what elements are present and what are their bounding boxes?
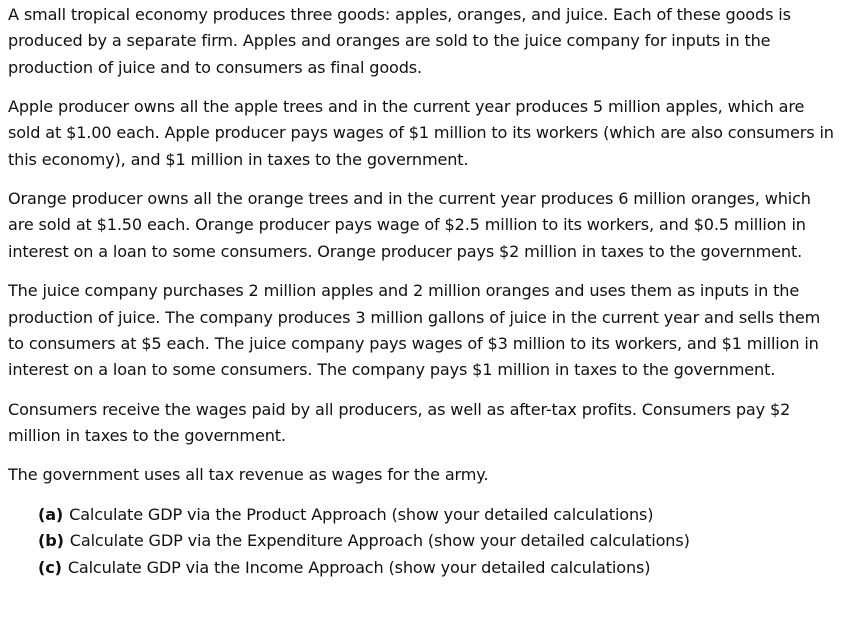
question-label: (b): [38, 531, 64, 551]
question-text: Calculate GDP via the Income Approach (show your detailed calculations): [67, 557, 651, 577]
question-label: (c): [38, 557, 62, 577]
juice-company-paragraph: The juice company purchases 2 million apples and 2 million oranges and uses them as inputs in the production of juice. The company produces 3 million gallons of juice in the current year and sells them to consumers at $5 each. The juice company pays wages of $3 million to its workers, and $1 million in interest on a loan to some consumers. The company pays $1 million in taxes to the government.: [8, 281, 821, 380]
intro-paragraph: A small tropical economy produces three goods: apples, oranges, and juice. Each of these goods is produced by a separate firm. Apples and oranges are sold to the juice company for inputs in the production of juice and to consumers as final goods.: [8, 5, 791, 77]
question-text: Calculate GDP via the Product Approach (show your detailed calculations): [69, 505, 654, 525]
orange-producer-paragraph: Orange producer owns all the orange trees and in the current year produces 6 million oranges, which are sold at $1.50 each. Orange producer pays wage of $2.5 million to its workers, and $0.5 million in interest on a loan to some consumers. Orange producer pays $2 million in taxes to the government.: [8, 189, 811, 261]
government-paragraph: The government uses all tax revenue as wages for the army.: [8, 465, 489, 485]
question-text: Calculate GDP via the Expenditure Approach (show your detailed calculations): [69, 531, 690, 551]
question-item-c: [38, 555, 837, 581]
apple-producer-paragraph: Apple producer owns all the apple trees and in the current year produces 5 million apples, which are sold at $1.00 each. Apple producer pays wages of $1 million to its workers (which are also consumers in this economy), and $1 million in taxes to the government.: [8, 97, 834, 169]
question-label: (a): [38, 505, 64, 525]
question-item-b: [38, 528, 837, 554]
consumers-paragraph: Consumers receive the wages paid by all producers, as well as after-tax profits. Consumers pay $2 million in taxes to the government.: [8, 399, 791, 445]
question-list: [8, 502, 837, 581]
question-item-a: [38, 502, 837, 528]
